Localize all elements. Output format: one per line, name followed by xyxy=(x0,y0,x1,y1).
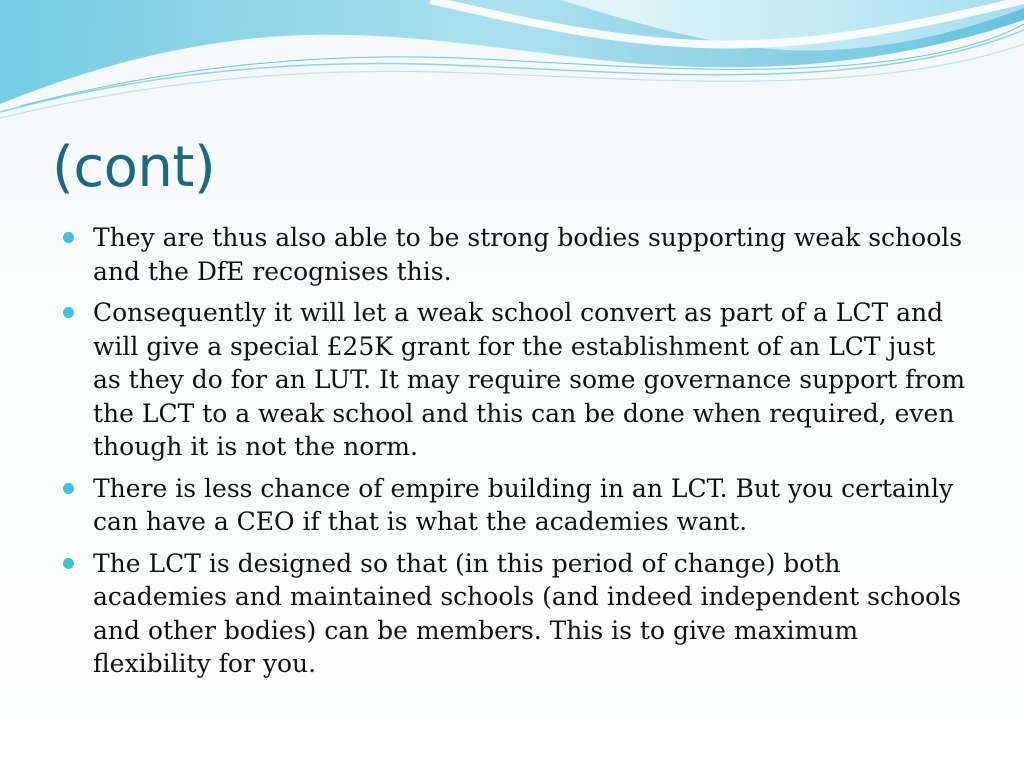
bullet-text: There is less chance of empire building in an LCT. But you certainly can have a CEO if that is what the academies want. xyxy=(93,473,954,536)
bullet-text: The LCT is designed so that (in this period of change) both academies and maintained schools (and indeed independent schools and other bodies) can be members. This is to give maximum flexibility for you. xyxy=(93,548,962,678)
bullet-dot-icon xyxy=(63,483,74,494)
list-item xyxy=(60,221,970,288)
bullet-dot-icon xyxy=(63,558,74,569)
header-wave-decoration xyxy=(0,0,1024,130)
bullet-dot-icon xyxy=(63,232,74,243)
bullet-dot-icon xyxy=(63,307,74,318)
list-item xyxy=(60,296,970,464)
list-item xyxy=(60,472,970,539)
bullet-text: They are thus also able to be strong bodies supporting weak schools and the DfE recognises this. xyxy=(93,223,963,286)
list-item xyxy=(60,547,970,681)
slide-title: (cont) xyxy=(52,135,216,200)
bullet-text: Consequently it will let a weak school convert as part of a LCT and will give a special £25K grant for the establishment of an LCT just as they do for an LUT. It may require some governance support from the LCT to a weak school and this can be done when required, even though it is not the norm. xyxy=(93,298,966,461)
bullet-list xyxy=(60,221,970,689)
